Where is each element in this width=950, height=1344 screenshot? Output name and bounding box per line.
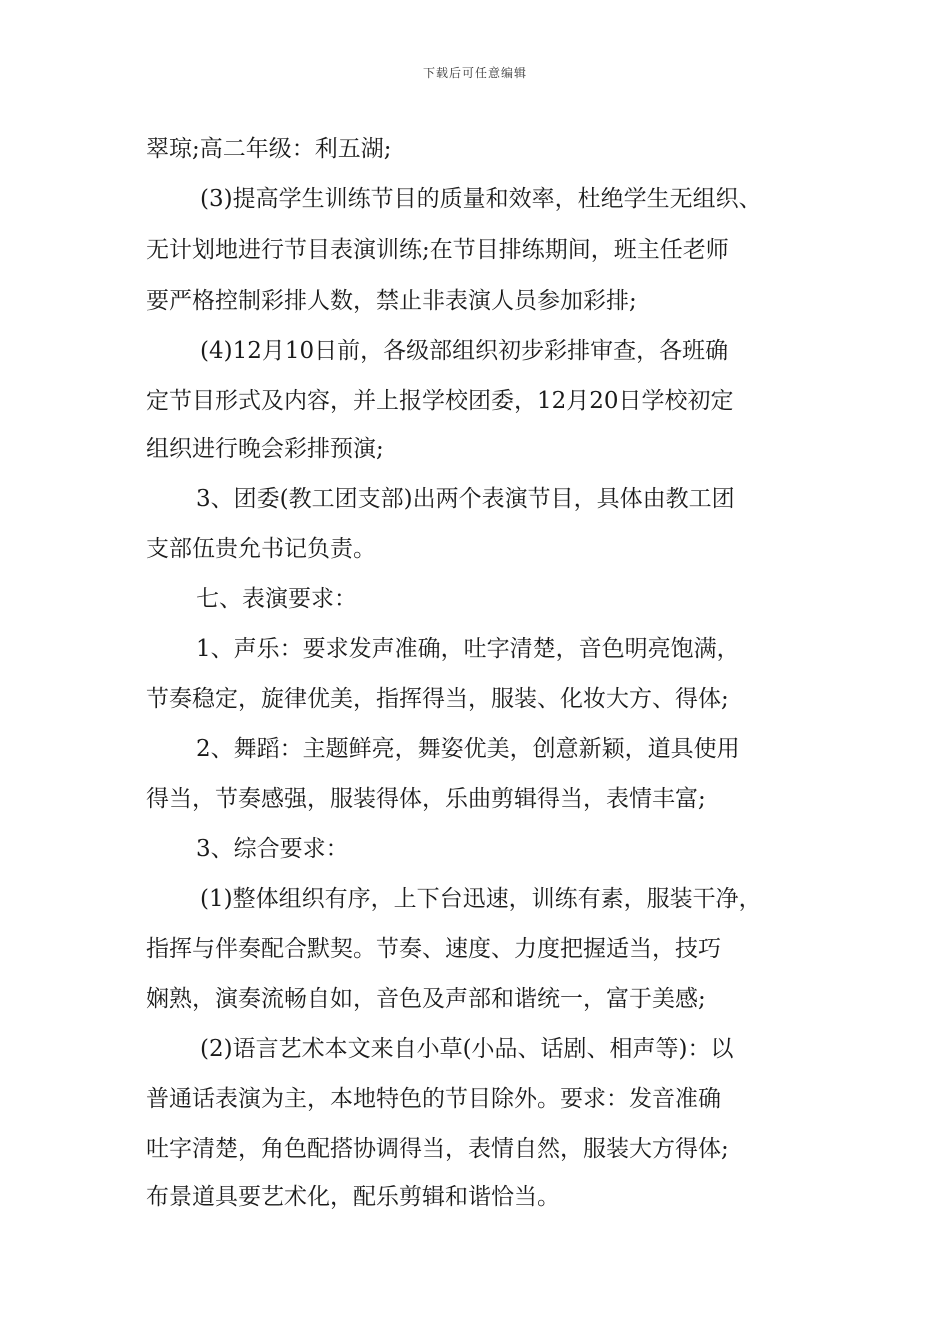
text-line: 指挥与伴奏配合默契。节奏、速度、力度把握适当，技巧	[146, 936, 721, 962]
text-line: (3)提高学生训练节目的质量和效率，杜绝学生无组织、	[200, 186, 762, 212]
text-line: 定节目形式及内容，并上报学校团委，12月20日学校初定	[146, 388, 734, 414]
text-line: 吐字清楚，角色配搭协调得当，表情自然，服装大方得体;	[146, 1136, 729, 1162]
text-line: 得当，节奏感强，服装得体，乐曲剪辑得当，表情丰富;	[146, 786, 706, 812]
text-line: 组织进行晚会彩排预演;	[146, 436, 384, 462]
text-line: 3、团委(教工团支部)出两个表演节目，具体由教工团	[196, 486, 735, 512]
text-line: (1)整体组织有序，上下台迅速，训练有素，服装干净，	[200, 886, 762, 912]
text-line: 2、舞蹈：主题鲜亮，舞姿优美，创意新颖，道具使用	[196, 736, 740, 762]
section-heading: 七、表演要求：	[196, 586, 357, 612]
text-line: 无计划地进行节目表演训练;在节目排练期间，班主任老师	[146, 237, 729, 263]
text-line: 要严格控制彩排人数，禁止非表演人员参加彩排;	[146, 288, 637, 314]
text-line: (2)语言艺术本文来自小草(小品、话剧、相声等)：以	[200, 1036, 734, 1062]
text-line: 娴熟，演奏流畅自如，音色及声部和谐统一，富于美感;	[146, 986, 706, 1012]
text-line: 布景道具要艺术化，配乐剪辑和谐恰当。	[146, 1184, 560, 1210]
text-line: (4)12月10日前，各级部组织初步彩排审查，各班确	[200, 338, 729, 364]
text-line: 支部伍贵允书记负责。	[146, 536, 376, 562]
page-header: 下载后可任意编辑	[422, 66, 527, 80]
text-line: 1、声乐：要求发声准确，吐字清楚，音色明亮饱满，	[196, 636, 740, 662]
text-line: 翠琼;高二年级：利五湖;	[146, 136, 392, 162]
text-line: 节奏稳定，旋律优美，指挥得当，服装、化妆大方、得体;	[146, 686, 729, 712]
text-line: 3、综合要求：	[196, 836, 349, 862]
text-line: 普通话表演为主，本地特色的节目除外。要求：发音准确	[146, 1086, 721, 1112]
